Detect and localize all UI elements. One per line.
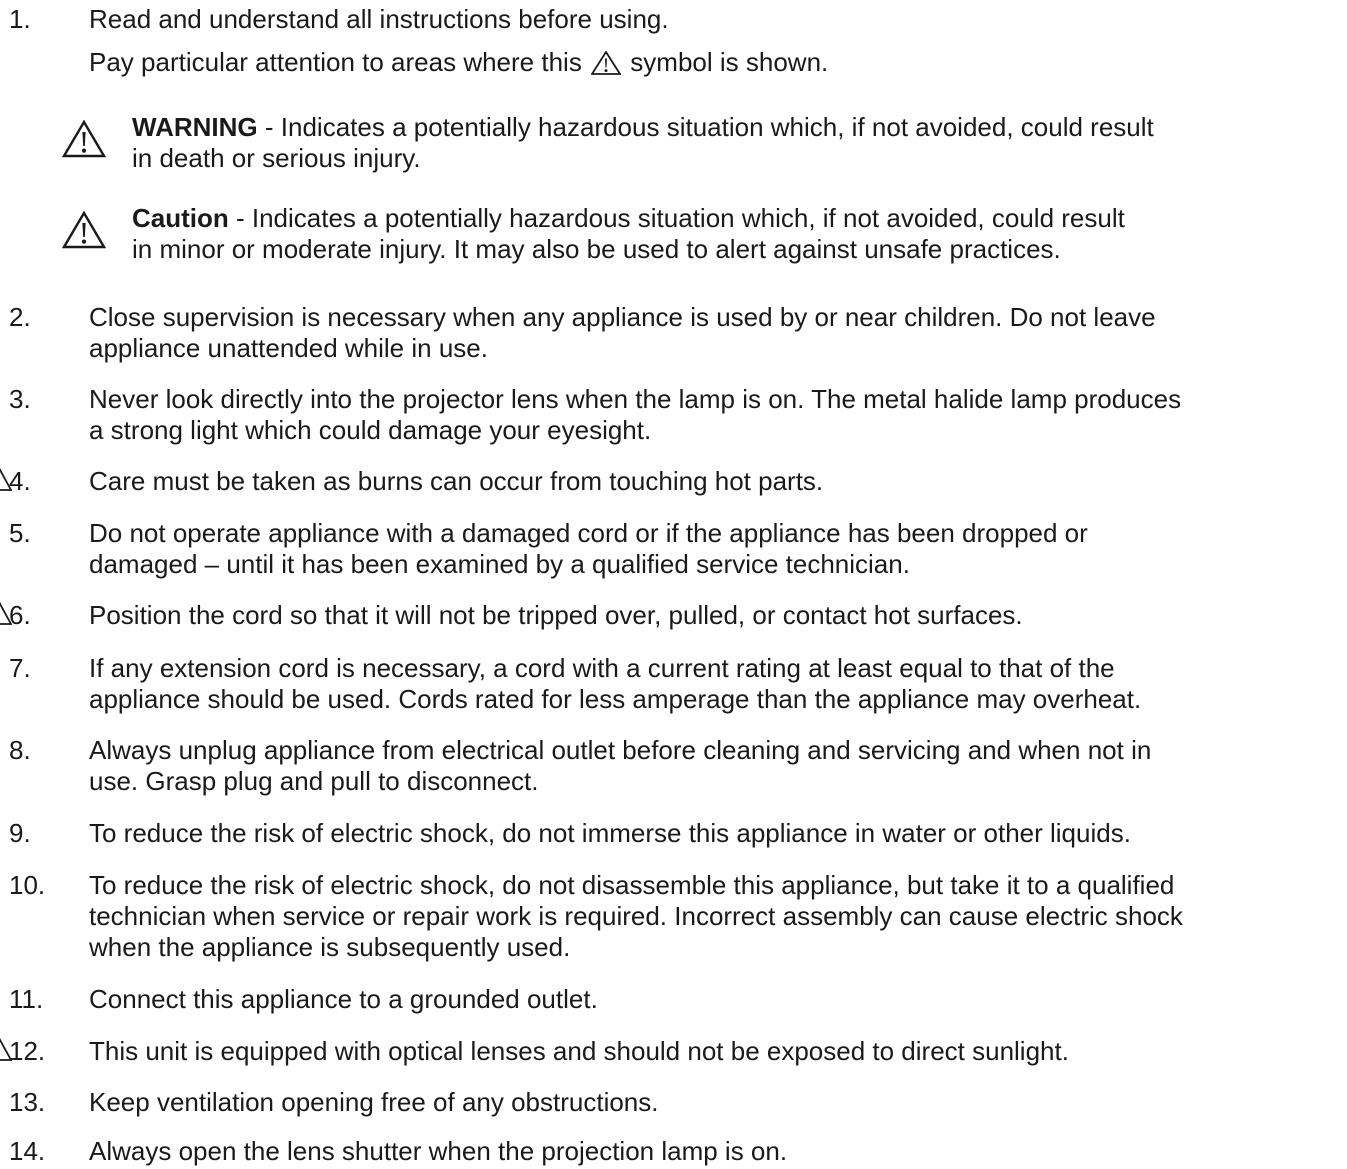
item-line-part: symbol is shown.	[630, 47, 829, 77]
item-line: To reduce the risk of electric shock, do not disassemble this appliance, but take it to a qualified	[89, 870, 1175, 900]
item-line: Close supervision is necessary when any appliance is used by or near children. Do not leave	[89, 302, 1156, 332]
item-text	[89, 735, 1344, 797]
item-number: 1.	[9, 4, 31, 34]
item-number: 10.	[9, 870, 46, 900]
item-text	[89, 818, 1344, 849]
item-line: Read and understand all instructions before using.	[89, 4, 669, 34]
item-line: technician when service or repair work is required. Incorrect assembly can cause electric shock	[89, 901, 1183, 931]
notice-label: Caution	[132, 203, 229, 233]
item-text	[89, 1036, 1344, 1067]
warning-triangle-icon	[62, 120, 106, 165]
item-number: 3.	[9, 384, 31, 414]
item-number: 7.	[9, 653, 31, 683]
item-line: use. Grasp plug and pull to disconnect.	[89, 766, 539, 796]
item-line: a strong light which could damage your eyesight.	[89, 415, 652, 445]
item-number: 11.	[9, 984, 44, 1014]
item-number: 14.	[9, 1136, 46, 1166]
notice-text	[132, 112, 1154, 174]
item-number: 12.	[9, 1036, 46, 1066]
item-line: Care must be taken as burns can occur from touching hot parts.	[89, 466, 824, 496]
item-text	[89, 870, 1344, 963]
item-text	[89, 4, 1344, 82]
item-number: 6.	[9, 600, 31, 630]
item-line: Always unplug appliance from electrical outlet before cleaning and servicing and when not in	[89, 735, 1152, 765]
item-text	[89, 466, 1344, 497]
item-text	[89, 600, 1344, 631]
item-line: when the appliance is subsequently used.	[89, 932, 571, 962]
item-text	[89, 302, 1344, 364]
item-text	[89, 384, 1344, 446]
item-line: Keep ventilation opening free of any obstructions.	[89, 1087, 659, 1117]
item-number: 13.	[9, 1087, 46, 1117]
notice-line: in death or serious injury.	[132, 143, 421, 173]
item-line: appliance should be used. Cords rated for less amperage than the appliance may overheat.	[89, 684, 1142, 714]
notice-body: - Indicates a potentially hazardous situation which, if not avoided, could result	[257, 112, 1154, 142]
notice-body: - Indicates a potentially hazardous situation which, if not avoided, could result	[228, 203, 1125, 233]
item-number: 9.	[9, 818, 31, 848]
item-number: 5.	[9, 518, 31, 548]
item-line: Never look directly into the projector lens when the lamp is on. The metal halide lamp produces	[89, 384, 1182, 414]
item-text	[89, 653, 1344, 715]
item-text	[89, 1136, 1344, 1167]
notice-text	[132, 203, 1125, 265]
item-number: 4.	[9, 466, 31, 496]
item-text	[89, 1087, 1344, 1118]
item-line: appliance unattended while in use.	[89, 333, 488, 363]
warning-triangle-icon	[62, 211, 106, 256]
item-line: Do not operate appliance with a damaged cord or if the appliance has been dropped or	[89, 518, 1088, 548]
item-number: 2.	[9, 302, 31, 332]
item-line: Position the cord so that it will not be tripped over, pulled, or contact hot surfaces.	[89, 600, 1023, 630]
notice-line: in minor or moderate injury. It may also be used to alert against unsafe practices.	[132, 234, 1061, 264]
item-line	[89, 47, 1344, 82]
item-line: Connect this appliance to a grounded outlet.	[89, 984, 598, 1014]
item-line: damaged – until it has been examined by a qualified service technician.	[89, 549, 910, 579]
notice-label: WARNING	[132, 112, 258, 142]
item-line: To reduce the risk of electric shock, do not immerse this appliance in water or other liquids.	[89, 818, 1131, 848]
item-line: Always open the lens shutter when the projection lamp is on.	[89, 1136, 788, 1166]
item-text	[89, 518, 1344, 580]
item-number: 8.	[9, 735, 31, 765]
warning-triangle-icon	[591, 51, 621, 82]
item-line-part: Pay particular attention to areas where this	[89, 47, 582, 77]
notice-line	[132, 203, 1125, 234]
item-text	[89, 984, 1344, 1015]
item-line: If any extension cord is necessary, a cord with a current rating at least equal to that of the	[89, 653, 1115, 683]
item-line: This unit is equipped with optical lenses and should not be exposed to direct sunlight.	[89, 1036, 1069, 1066]
notice-line	[132, 112, 1154, 143]
